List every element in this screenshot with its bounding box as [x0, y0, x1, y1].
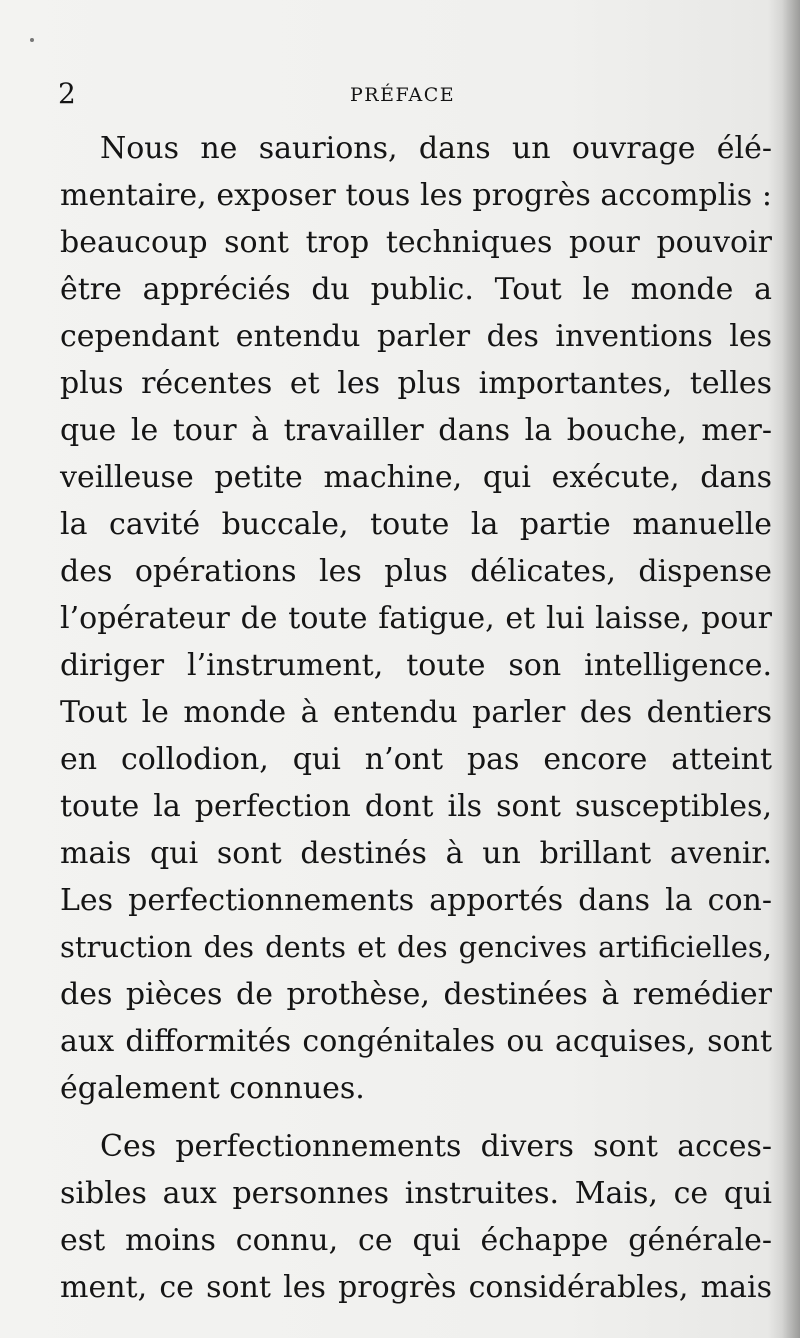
text-line: également connues.	[60, 1071, 365, 1106]
paragraph-1	[60, 125, 772, 1112]
text-line: que le tour à travailler dans la bouche, mer-	[60, 413, 772, 448]
body-text	[60, 125, 772, 1311]
text-line: Ces perfectionnements divers sont acces-	[100, 1129, 772, 1164]
text-line: Tout le monde à entendu parler des dentiers	[60, 695, 772, 730]
text-line: en collodion, qui n’ont pas encore atteint	[60, 742, 772, 777]
text-line: ment, ce sont les progrès considérables, mais	[60, 1270, 772, 1305]
page-edge-shadow	[782, 0, 800, 1338]
text-line: mais qui sont destinés à un brillant avenir.	[60, 836, 772, 871]
text-line: sibles aux personnes instruites. Mais, ce qui	[60, 1176, 772, 1211]
text-line: aux difformités congénitales ou acquises, sont	[60, 1024, 772, 1059]
text-line: toute la perfection dont ils sont susceptibles,	[60, 789, 772, 824]
page-header	[58, 74, 770, 114]
running-title: PRÉFACE	[350, 84, 456, 106]
text-line: veilleuse petite machine, qui exécute, dans	[60, 460, 772, 495]
text-line: Nous ne saurions, dans un ouvrage élé-	[100, 131, 772, 166]
text-line: est moins connu, ce qui échappe générale-	[60, 1223, 772, 1258]
text-line: struction des dents et des gencives artificielles,	[60, 930, 772, 964]
text-line: Les perfectionnements apportés dans la con-	[60, 883, 772, 918]
text-line: la cavité buccale, toute la partie manuelle	[60, 507, 772, 542]
text-line: cependant entendu parler des inventions les	[60, 319, 772, 354]
paragraph-spacer	[60, 1112, 772, 1123]
text-line: des pièces de prothèse, destinées à remédier	[60, 977, 772, 1012]
text-line: être appréciés du public. Tout le monde a	[60, 272, 772, 307]
text-line: plus récentes et les plus importantes, telles	[60, 366, 772, 401]
text-line: beaucoup sont trop techniques pour pouvoir	[60, 225, 772, 260]
page-number: 2	[58, 77, 76, 110]
text-line: mentaire, exposer tous les progrès accomplis :	[60, 178, 772, 213]
text-line: l’opérateur de toute fatigue, et lui laisse, pour	[60, 601, 772, 636]
paragraph-2	[60, 1123, 772, 1311]
text-line: des opérations les plus délicates, dispense	[60, 554, 772, 589]
text-line: diriger l’instrument, toute son intelligence.	[60, 648, 772, 683]
ink-speck	[30, 38, 34, 42]
